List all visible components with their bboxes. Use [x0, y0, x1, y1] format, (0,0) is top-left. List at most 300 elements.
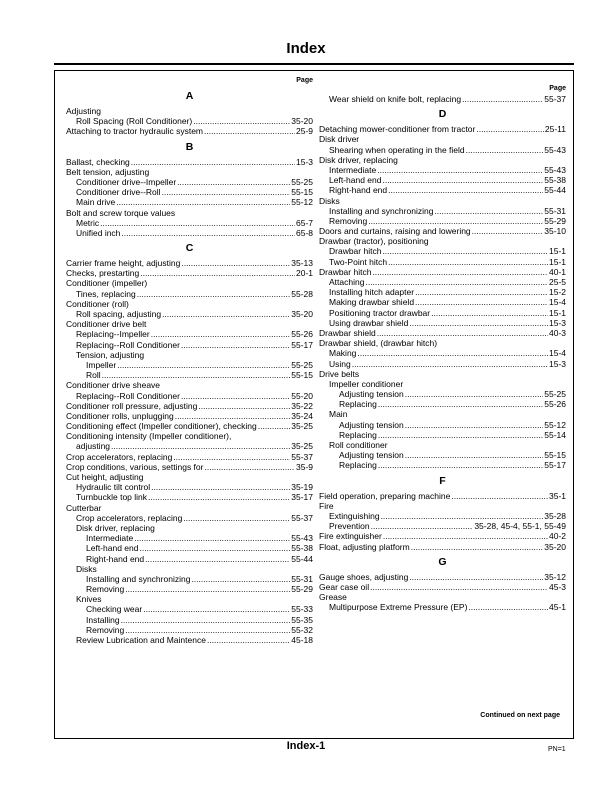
entry-label: Replacing	[339, 460, 377, 471]
leader-dots	[181, 258, 290, 268]
entry-label: Using	[329, 358, 351, 369]
entry-page: 55-37	[291, 451, 313, 462]
leader-dots	[434, 206, 543, 216]
index-entry	[319, 185, 566, 195]
entry-page: 35-13	[291, 258, 313, 269]
entry-label: Roll spacing, adjusting	[76, 309, 162, 319]
continued-note: Continued on next page	[480, 712, 560, 719]
entry-label: Crop accelerators, replacing	[66, 451, 173, 462]
leader-dots	[370, 582, 548, 592]
index-entry	[319, 420, 566, 430]
index-entry	[319, 175, 566, 185]
index-heading: Disks	[76, 563, 97, 574]
entry-label: Extinguishing	[329, 510, 380, 521]
index-entry	[319, 542, 566, 552]
index-entry	[66, 116, 313, 126]
entry-page: 35-22	[291, 400, 313, 411]
entry-page: 35-25	[291, 441, 313, 452]
entry-label: Main drive	[76, 197, 116, 208]
entry-page: 15-4	[548, 297, 566, 308]
index-entry	[319, 226, 566, 236]
index-entry	[319, 308, 566, 318]
index-entry	[66, 411, 313, 421]
leader-dots	[411, 542, 544, 552]
entry-page: 55-25	[291, 359, 313, 370]
index-entry	[319, 521, 566, 531]
index-entry	[66, 543, 313, 553]
leader-dots	[383, 531, 548, 541]
entry-page: 15-1	[548, 256, 566, 267]
entry-label: Making	[329, 348, 357, 359]
index-entry	[66, 462, 313, 472]
entry-label: Removing	[86, 584, 125, 595]
entry-label: Unified inch	[76, 227, 121, 238]
entry-label: Right-hand end	[329, 185, 388, 196]
entry-label: Replacing--Roll Conditioner	[76, 339, 180, 350]
entry-page: 55-43	[544, 164, 566, 175]
title-rule	[54, 63, 574, 65]
index-entry	[319, 94, 566, 104]
leader-dots	[100, 218, 295, 228]
section-letter: G	[438, 555, 447, 568]
index-entry	[66, 482, 313, 492]
index-entry	[319, 318, 566, 328]
entry-page: 55-15	[544, 450, 566, 461]
index-entry	[66, 452, 313, 462]
leader-dots	[137, 289, 291, 299]
index-entry	[319, 277, 566, 287]
entry-page: 40-1	[548, 266, 566, 277]
entry-page: 45-3	[548, 581, 566, 592]
leader-dots	[162, 187, 291, 197]
leader-dots	[462, 94, 543, 104]
entry-page: 55-38	[544, 175, 566, 186]
index-entry	[319, 348, 566, 358]
leader-dots	[116, 197, 290, 207]
entry-page: 35-20	[291, 116, 313, 127]
entry-page: 35-28	[544, 510, 566, 521]
index-entry	[319, 491, 566, 501]
index-entry	[319, 582, 566, 592]
index-entry	[66, 513, 313, 523]
entry-label: Doors and curtains, raising and lowering	[319, 226, 471, 237]
entry-label: Intermediate	[86, 533, 134, 544]
entry-page: 55-31	[291, 573, 313, 584]
leader-dots	[415, 287, 548, 297]
entry-label: Conditioner drive--Roll	[76, 187, 161, 198]
entry-label: Attaching	[329, 277, 365, 287]
index-entry	[319, 460, 566, 470]
index-entry	[319, 145, 566, 155]
entry-label: Intermediate	[329, 164, 377, 175]
leader-dots	[125, 584, 290, 594]
index-entry	[319, 287, 566, 297]
entry-label: Metric	[76, 217, 100, 228]
entry-page: 35-1	[548, 490, 566, 501]
leader-dots	[415, 297, 548, 307]
leader-dots	[139, 543, 290, 553]
index-entry	[66, 421, 313, 431]
entry-page: 15-3	[548, 358, 566, 369]
index-heading: Tension, adjusting	[76, 349, 145, 360]
entry-page: 55-43	[544, 144, 566, 155]
entry-page: 35-28, 45-4, 55-1, 55-49	[474, 521, 566, 532]
entry-label: Float, adjusting platform	[319, 541, 410, 552]
entry-label: Drawbar hitch	[319, 266, 372, 277]
leader-dots	[125, 625, 290, 635]
entry-page: 35-19	[291, 482, 313, 493]
index-heading: Drive belts	[319, 368, 360, 379]
leader-dots	[365, 277, 548, 287]
index-entry	[319, 165, 566, 175]
entry-page: 55-43	[291, 533, 313, 544]
entry-page: 25-9	[295, 126, 313, 137]
index-heading: Conditioner drive sheave	[66, 380, 161, 391]
entry-page: 55-37	[544, 94, 566, 104]
index-entry	[66, 370, 313, 380]
leader-dots	[204, 126, 295, 136]
section-letter: C	[185, 242, 194, 255]
leader-dots	[451, 491, 548, 501]
index-heading: Roll conditioner	[329, 440, 388, 450]
index-heading: Fire	[319, 500, 334, 511]
leader-dots	[143, 604, 290, 614]
index-heading: Impeller conditioner	[329, 378, 404, 389]
entry-page: 55-25	[544, 389, 566, 400]
entry-page: 25-11	[544, 124, 566, 135]
entry-page: 15-1	[548, 307, 566, 318]
leader-dots	[193, 116, 290, 126]
entry-page: 55-20	[291, 390, 313, 401]
leader-dots	[405, 420, 544, 430]
leader-dots	[388, 185, 543, 195]
entry-page: 55-32	[291, 624, 313, 635]
entry-page: 15-3	[548, 317, 566, 328]
index-heading: Drawbar (tractor), positioning	[319, 236, 429, 247]
index-entry	[66, 635, 313, 645]
entry-label: Tines, replacing	[76, 288, 136, 299]
entry-page: 35-25	[291, 421, 313, 432]
entry-label: adjusting	[76, 441, 111, 452]
entry-label: Two-Point hitch	[329, 256, 388, 267]
entry-label: Hydraulic tilt control	[76, 482, 151, 493]
leader-dots	[372, 267, 548, 277]
leader-dots	[377, 165, 543, 175]
entry-page: 35-20	[291, 309, 313, 319]
index-heading: Adjusting	[66, 106, 101, 116]
leader-dots	[405, 389, 544, 399]
entry-label: Conditioner rolls, unplugging	[66, 410, 174, 421]
entry-label: Drawbar shield	[319, 327, 376, 338]
index-entry	[66, 258, 313, 268]
entry-label: Checking wear	[86, 604, 143, 615]
index-entry	[319, 359, 566, 369]
leader-dots	[405, 450, 544, 460]
leader-dots	[175, 411, 291, 421]
index-entry	[66, 228, 313, 238]
index-entry	[66, 289, 313, 299]
entry-page: 35-17	[291, 492, 313, 503]
index-entry	[319, 511, 566, 521]
leader-dots	[131, 157, 295, 167]
index-heading: Conditioning intensity (Impeller conditioner),	[66, 431, 232, 442]
entry-label: Installing and synchronizing	[329, 205, 434, 216]
leader-dots	[378, 430, 543, 440]
section-letter: A	[185, 90, 194, 102]
footer-page-id: Index-1	[286, 740, 326, 752]
section-letter: D	[438, 108, 447, 121]
entry-page: 55-17	[544, 460, 566, 471]
leader-dots	[468, 602, 548, 612]
entry-page: 40-2	[548, 531, 566, 542]
entry-page: 55-29	[544, 215, 566, 226]
entry-page: 65-7	[295, 217, 313, 228]
index-heading: Main	[329, 409, 348, 420]
entry-page: 35-20	[544, 541, 566, 552]
entry-page: 15-1	[548, 246, 566, 257]
leader-dots	[151, 482, 290, 492]
index-column-left	[66, 75, 313, 645]
entry-label: Removing	[329, 215, 368, 226]
leader-dots	[377, 328, 548, 338]
entry-page: 55-31	[544, 205, 566, 216]
leader-dots	[204, 462, 295, 472]
entry-label: Left-hand end	[86, 543, 139, 554]
leader-dots	[382, 175, 543, 185]
index-entry	[66, 187, 313, 197]
entry-page: 15-4	[548, 348, 566, 359]
index-heading: Disk driver, replacing	[319, 154, 398, 165]
index-heading: Bolt and screw torque values	[66, 207, 176, 218]
entry-label: Checks, prestarting	[66, 268, 140, 279]
index-heading: Conditioner drive belt	[66, 319, 147, 330]
index-entry	[319, 216, 566, 226]
index-entry	[319, 206, 566, 216]
entry-label: Crop accelerators, replacing	[76, 512, 183, 523]
leader-dots	[121, 615, 291, 625]
leader-dots	[102, 370, 291, 380]
entry-page: 55-28	[291, 288, 313, 299]
entry-page: 55-35	[291, 614, 313, 625]
entry-page: 55-26	[544, 399, 566, 410]
entry-label: Roll	[86, 370, 101, 381]
entry-label: Installing and synchronizing	[86, 573, 191, 584]
entry-page: 55-29	[291, 584, 313, 595]
entry-page: 25-5	[548, 277, 566, 287]
entry-label: Gauge shoes, adjusting	[319, 571, 409, 582]
entry-label: Impeller	[86, 359, 117, 370]
entry-label: Adjusting tension	[339, 450, 404, 461]
index-entry	[66, 604, 313, 614]
entry-page: 55-15	[291, 370, 313, 381]
leader-dots	[181, 340, 290, 350]
leader-dots	[352, 359, 548, 369]
index-entry	[66, 492, 313, 502]
entry-page: 40-3	[548, 327, 566, 338]
leader-dots	[183, 513, 290, 523]
section-letter: B	[185, 140, 194, 153]
index-entry	[319, 531, 566, 541]
leader-dots	[151, 329, 291, 339]
entry-page: 55-44	[544, 185, 566, 196]
entry-label: Installing hitch adapter	[329, 287, 415, 298]
leader-dots	[409, 572, 543, 582]
leader-dots	[191, 574, 290, 584]
index-entry	[66, 401, 313, 411]
entry-label: Shearing when operating in the field	[329, 144, 465, 155]
entry-label: Right-hand end	[86, 553, 145, 564]
entry-label: Using drawbar shield	[329, 317, 409, 328]
leader-dots	[258, 421, 291, 431]
entry-label: Roll Spacing (Roll Conditioner)	[76, 116, 193, 127]
index-entry	[66, 441, 313, 451]
entry-page: 55-12	[291, 197, 313, 208]
entry-label: Gear case oil	[319, 581, 370, 592]
index-entry	[319, 430, 566, 440]
entry-label: Conditioner roll pressure, adjusting	[66, 400, 198, 411]
index-entry	[319, 257, 566, 267]
leader-dots	[121, 228, 295, 238]
entry-page: 55-37	[291, 512, 313, 523]
leader-dots	[371, 521, 474, 531]
index-entry	[66, 584, 313, 594]
entry-label: Field operation, preparing machine	[319, 490, 451, 501]
index-entry	[319, 246, 566, 256]
entry-label: Carrier frame height, adjusting	[66, 258, 181, 269]
index-entry	[66, 615, 313, 625]
entry-label: Positioning tractor drawbar	[329, 307, 431, 318]
index-entry	[319, 602, 566, 612]
index-column-right	[319, 75, 566, 612]
entry-page: 20-1	[295, 268, 313, 279]
entry-label: Replacing--Impeller	[76, 329, 150, 340]
leader-dots	[145, 554, 290, 564]
entry-label: Adjusting tension	[339, 389, 404, 400]
footer-pn: PN=1	[548, 746, 566, 753]
index-entry	[66, 309, 313, 319]
index-entry	[66, 218, 313, 228]
index-heading: Disks	[319, 195, 340, 206]
entry-label: Replacing	[339, 399, 377, 410]
index-entry	[66, 329, 313, 339]
index-entry	[319, 297, 566, 307]
entry-page: 55-12	[544, 419, 566, 430]
entry-label: Prevention	[329, 521, 370, 532]
entry-label: Crop conditions, various, settings for	[66, 461, 204, 472]
leader-dots	[162, 309, 290, 319]
index-entry	[319, 399, 566, 409]
entry-page: 15-3	[295, 156, 313, 167]
leader-dots	[378, 460, 543, 470]
entry-label: Replacing	[339, 429, 377, 440]
entry-label: Ballast, checking	[66, 156, 130, 167]
leader-dots	[111, 441, 290, 451]
leader-dots	[409, 318, 548, 328]
entry-label: Drawbar hitch	[329, 246, 382, 257]
index-heading: Disk driver, replacing	[76, 522, 155, 533]
entry-label: Replacing--Roll Conditioner	[76, 390, 180, 401]
entry-page: 35-24	[291, 410, 313, 421]
index-entry	[66, 157, 313, 167]
entry-page: 35-10	[544, 226, 566, 237]
entry-page: 55-17	[291, 339, 313, 350]
entry-label: Detaching mower-conditioner from tractor	[319, 124, 476, 135]
entry-label: Wear shield on knife bolt, replacing	[329, 94, 462, 104]
index-entry	[319, 389, 566, 399]
index-entry	[66, 554, 313, 564]
index-heading: Conditioner (impeller)	[66, 278, 148, 289]
index-entry	[66, 391, 313, 401]
entry-label: Conditioning effect (Impeller conditioner), checking	[66, 421, 257, 432]
entry-label: Installing	[86, 614, 120, 625]
leader-dots	[381, 511, 544, 521]
entry-page: 55-15	[291, 187, 313, 198]
entry-label: Removing	[86, 624, 125, 635]
entry-label: Adjusting tension	[339, 419, 404, 430]
index-entry	[319, 267, 566, 277]
entry-label: Turnbuckle top link	[76, 492, 148, 503]
entry-label: Attaching to tractor hydraulic system	[66, 126, 204, 137]
entry-page: 55-26	[291, 329, 313, 340]
entry-page: 55-44	[291, 553, 313, 564]
leader-dots	[148, 492, 290, 502]
index-entry	[66, 197, 313, 207]
leader-dots	[431, 308, 548, 318]
entry-page: 65-8	[295, 227, 313, 238]
entry-page: 35-12	[544, 571, 566, 582]
entry-page: 45-1	[548, 602, 566, 613]
index-heading: Knives	[76, 594, 102, 605]
entry-label: Fire extinguisher	[319, 531, 382, 542]
leader-dots	[134, 533, 290, 543]
leader-dots	[173, 452, 290, 462]
leader-dots	[382, 246, 548, 256]
entry-label: Making drawbar shield	[329, 297, 415, 308]
index-entry	[66, 574, 313, 584]
leader-dots	[198, 401, 290, 411]
leader-dots	[357, 348, 548, 358]
index-heading: Belt tension, adjusting	[66, 166, 150, 177]
leader-dots	[476, 124, 544, 134]
entry-label: Left-hand end	[329, 175, 382, 186]
index-entry	[319, 450, 566, 460]
leader-dots	[368, 216, 543, 226]
index-entry	[66, 360, 313, 370]
index-heading: Drawbar shield, (drawbar hitch)	[319, 338, 438, 349]
entry-page: 55-14	[544, 429, 566, 440]
page-column-label: Page	[296, 77, 313, 84]
entry-page: 55-33	[291, 604, 313, 615]
leader-dots	[378, 399, 543, 409]
leader-dots	[466, 145, 544, 155]
index-heading: Disk driver	[319, 134, 360, 145]
entry-label: Review Lubrication and Maintence	[76, 635, 206, 645]
page-title: Index	[286, 40, 326, 57]
index-entry	[66, 126, 313, 136]
entry-label: Conditioner drive--Impeller	[76, 176, 177, 187]
entry-page: 55-38	[291, 543, 313, 554]
leader-dots	[388, 257, 548, 267]
spacer	[319, 75, 566, 83]
leader-dots	[207, 635, 290, 645]
leader-dots	[181, 391, 290, 401]
entry-label: Multipurpose Extreme Pressure (EP)	[329, 602, 468, 613]
index-heading: Cutterbar	[66, 502, 102, 513]
index-heading: Cut height, adjusting	[66, 472, 144, 482]
index-entry	[319, 124, 566, 134]
page-column-label: Page	[549, 85, 566, 92]
index-entry	[319, 328, 566, 338]
